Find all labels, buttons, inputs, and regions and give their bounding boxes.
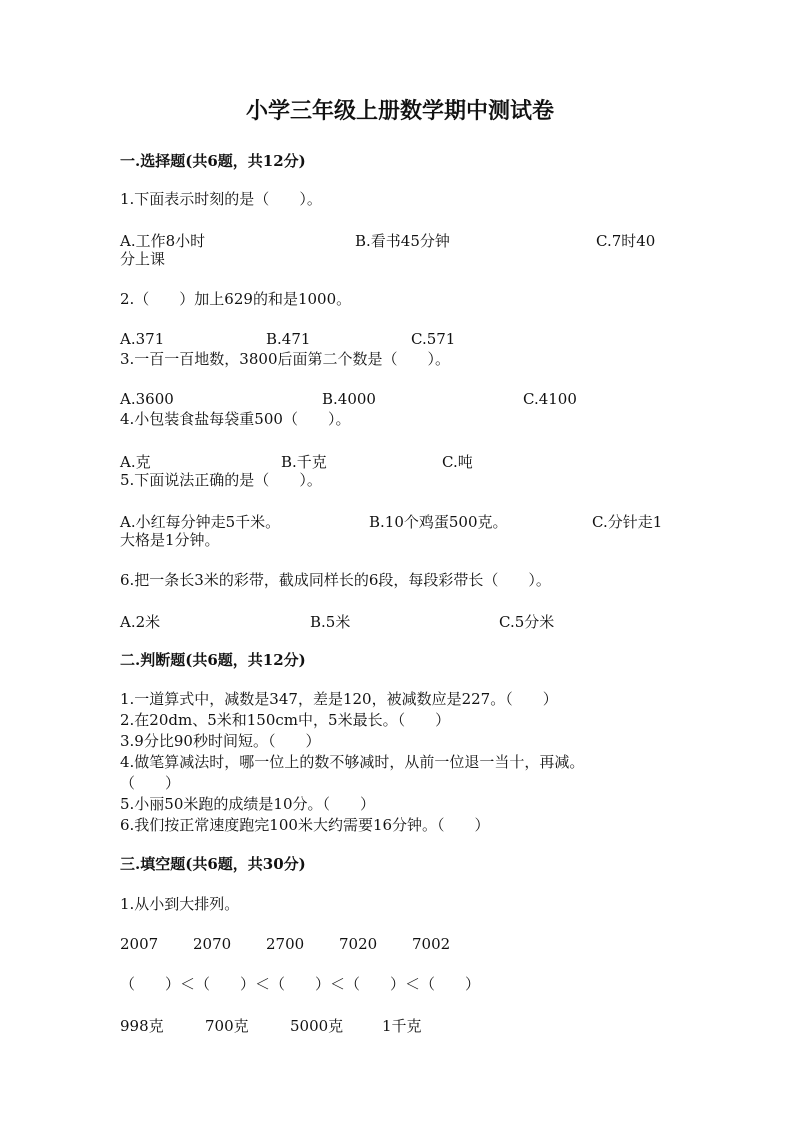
judge-item-4: 4.做笔算减法时，哪一位上的数不够减时，从前一位退一当十，再减。 [120, 753, 585, 771]
weight-item: 700克 [205, 1017, 249, 1035]
judge-item-3: 3.9分比90秒时间短。（ ） [120, 732, 321, 750]
number-item: 2700 [266, 935, 305, 953]
section-heading-judge: 二.判断题(共6题，共12分) [120, 651, 306, 669]
weight-row [120, 1015, 680, 1035]
option-a: A.克 [120, 453, 151, 471]
weight-item: 5000克 [290, 1017, 344, 1035]
number-item: 7020 [339, 935, 378, 953]
number-item: 7002 [412, 935, 451, 953]
option-c: C.吨 [442, 453, 473, 471]
question-2: 2.（ ）加上629的和是1000。 [120, 290, 352, 308]
judge-item-1: 1.一道算式中，减数是347，差是120，被减数应是227。（ ） [120, 690, 558, 708]
number-item: 2007 [120, 935, 159, 953]
question-3: 3.一百一百地数，3800后面第二个数是（ ）。 [120, 350, 450, 368]
section-heading-choice: 一.选择题(共6题，共12分) [120, 152, 306, 170]
option-a: A.2米 [120, 613, 161, 631]
option-a: A.371 [120, 330, 165, 348]
options-row-6 [120, 611, 680, 631]
number-row [120, 935, 680, 955]
option-a: A.工作8小时 [120, 232, 206, 250]
option-a: A.小红每分钟走5千米。 [120, 513, 281, 531]
option-c: C.5分米 [499, 613, 555, 631]
option-b: B.4000 [322, 390, 376, 408]
options-row-2 [120, 330, 680, 350]
option-wrap-5: 大格是1分钟。 [120, 531, 220, 549]
weight-item: 998克 [120, 1017, 164, 1035]
option-c: C.分针走1 [592, 513, 663, 531]
option-wrap-1: 分上课 [120, 250, 166, 268]
judge-item-5: 5.小丽50米跑的成绩是10分。（ ） [120, 795, 375, 813]
question-4: 4.小包装食盐每袋重500（ ）。 [120, 410, 351, 428]
option-b: B.千克 [281, 453, 327, 471]
option-c: C.7时40 [596, 232, 656, 250]
judge-item-6: 6.我们按正常速度跑完100米大约需要16分钟。（ ） [120, 816, 490, 834]
options-row-3 [120, 390, 680, 410]
question-1: 1.下面表示时刻的是（ ）。 [120, 190, 322, 208]
option-b: B.10个鸡蛋500克。 [369, 513, 508, 531]
fill-question-1: 1.从小到大排列。 [120, 895, 240, 913]
weight-item: 1千克 [382, 1017, 422, 1035]
number-item: 2070 [193, 935, 232, 953]
ordering-blanks: （ ）＜（ ）＜（ ）＜（ ）＜（ ） [120, 975, 481, 993]
options-row-1 [120, 230, 680, 250]
section-heading-fill: 三.填空题(共6题，共30分) [120, 855, 306, 873]
option-c: C.4100 [523, 390, 577, 408]
page-title: 小学三年级上册数学期中测试卷 [245, 98, 554, 124]
option-a: A.3600 [120, 390, 174, 408]
judge-item-4-blank: （ ） [120, 774, 181, 792]
option-b: B.5米 [310, 613, 351, 631]
option-b: B.看书45分钟 [355, 232, 450, 250]
option-b: B.471 [266, 330, 311, 348]
judge-item-2: 2.在20dm、5米和150cm中，5米最长。（ ） [120, 711, 451, 729]
question-5: 5.下面说法正确的是（ ）。 [120, 471, 322, 489]
options-row-5 [120, 511, 680, 531]
question-6: 6.把一条长3米的彩带，截成同样长的6段，每段彩带长（ ）。 [120, 571, 551, 589]
options-row-4 [120, 451, 680, 471]
option-c: C.571 [411, 330, 456, 348]
